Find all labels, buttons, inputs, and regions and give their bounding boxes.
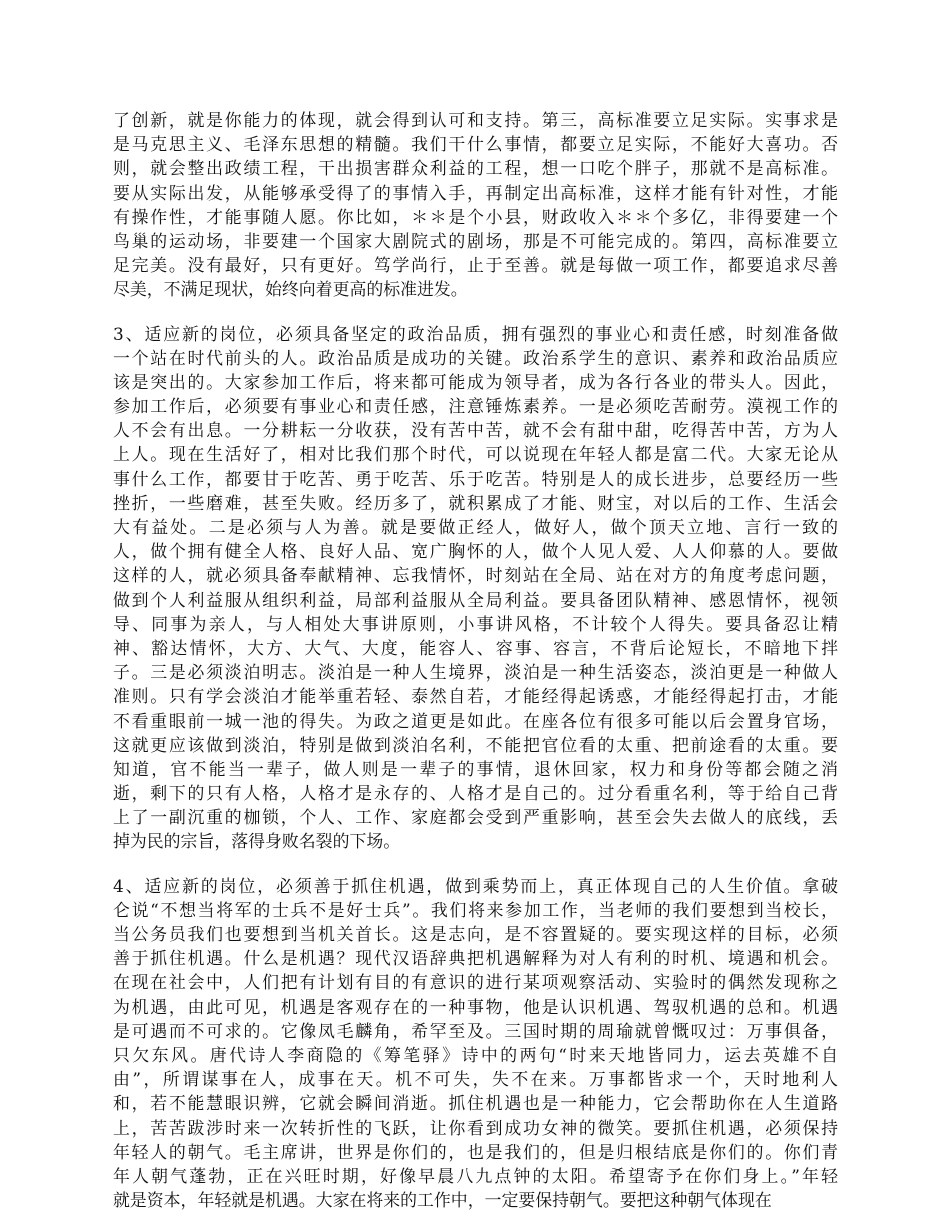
text-line: 逝，剩下的只有人格，人格才是永存的、人格才是自己的。过分看重名利，等于给自己背 [113,783,838,804]
text-line: 子。三是必须淡泊明志。淡泊是一种人生境界，淡泊是一种生活姿态，淡泊更是一种做人 [113,662,838,683]
text-line: 则，就会整出政绩工程，干出损害群众利益的工程，想一口吃个胖子，那就不是高标准。 [113,158,838,179]
text-line: 这就更应该做到淡泊，特别是做到淡泊名利，不能把官位看的太重、把前途看的太重。要 [113,734,838,755]
text-line: 掉为民的宗旨，落得身败名裂的下场。 [113,831,401,852]
text-line: 挫折，一些磨难，甚至失败。经历多了，就积累成了才能、财宝，对以后的工作、生活会 [113,492,838,513]
paragraph-political-quality [113,322,838,854]
text-line: 为机遇，由此可见，机遇是客观存在的一种事物，他是认识机遇、驾驭机遇的总和。机遇 [113,996,838,1017]
text-line: 导、同事为亲人，与人相处大事讲原则，小事讲风格，不计较个人得失。要具备忍让精 [113,613,838,634]
text-line: 就是资本，年轻就是机遇。大家在将来的工作中，一定要保持朝气。要把这种朝气体现在 [113,1190,772,1211]
text-line: 4、适应新的岗位，必须善于抓住机遇，做到乘势而上，真正体现自己的人生价值。拿破 [113,875,838,896]
text-line: 事什么工作，都要甘于吃苦、勇于吃苦、乐于吃苦。特别是人的成长进步，总要经历一些 [113,468,838,489]
text-line: 大有益处。二是必须与人为善。就是要做正经人，做好人，做个顶天立地、言行一致的 [113,517,838,537]
text-line: 足完美。没有最好，只有更好。笃学尚行，止于至善。就是每做一项工作，都要追求尽善 [113,255,838,276]
text-line: 做到个人利益服从组织利益，局部利益服从全局利益。要具备团队精神、感恩情怀，视领 [113,589,838,610]
text-line: 和，若不能慧眼识辨，它就会瞬间消逝。抓住机遇也是一种能力，它会帮助你在人生道路 [113,1093,838,1114]
text-line: 上了一副沉重的枷锁，个人、工作、家庭都会受到严重影响，甚至会失去做人的底线，丢 [113,807,838,828]
text-line: 人不会有出息。一分耕耘一分收获，没有苦中苦，就不会有甜中甜，吃得苦中苦，方为人 [113,420,838,441]
text-line: 在现在社会中，人们把有计划有目的有意识的进行某项观察活动、实验时的偶然发现称之 [113,972,838,993]
text-line: 准则。只有学会淡泊才能举重若轻、泰然自若，才能经得起诱惑，才能经得起打击，才能 [113,686,838,707]
document-page [113,108,838,1232]
text-line: 善于抓住机遇。什么是机遇？现代汉语辞典把机遇解释为对人有利的时机、境遇和机会。 [113,948,838,969]
text-line: 有操作性，才能事随人愿。你比如，＊＊是个小县，财政收入＊＊个多亿，非得要建一个 [113,206,838,227]
text-line: 该是突出的。大家参加工作后，将来都可能成为领导者，成为各行各业的带头人。因此， [113,371,838,392]
text-line: 年轻人的朝气。毛主席讲，世界是你们的，也是我们的，但是归根结底是你们的。你们青 [113,1141,838,1162]
text-line: 了创新，就是你能力的体现，就会得到认可和支持。第三，高标准要立足实际。实事求是 [113,110,838,130]
text-line: 尽美，不满足现状，始终向着更高的标准进发。 [113,279,468,300]
text-line: 当公务员我们也要想到当机关首长。这是志向，是不容置疑的。要实现这样的目标，必须 [113,924,838,944]
text-line: 参加工作后，必须要有事业心和责任感，注意锤炼素养。一是必须吃苦耐劳。漠视工作的 [113,396,838,417]
text-line: 要从实际出发，从能够承受得了的事情入手，再制定出高标准，这样才能有针对性，才能 [113,182,838,203]
text-line: 鸟巢的运动场，非要建一个国家大剧院式的剧场，那是不可能完成的。第四，高标准要立 [113,230,838,251]
text-line: 上人。现在生活好了，相对比我们那个时代，可以说现在年轻人都是富二代。大家无论从 [113,444,838,465]
text-line: 神、豁达情怀，大方、大气、大度，能容人、容事、容言，不背后论短长，不暗地下拌 [113,637,838,658]
paragraph-standards [113,108,838,302]
paragraph-opportunity [113,874,838,1213]
text-line: 3、适应新的岗位，必须具备坚定的政治品质，拥有强烈的事业心和责任感，时刻准备做 [113,323,838,344]
text-line: 仑说“不想当将军的士兵不是好士兵”。我们将来参加工作，当老师的我们要想到当校长， [113,899,838,920]
text-line: 一个站在时代前头的人。政治品质是成功的关键。政治系学生的意识、素养和政治品质应 [113,347,838,368]
text-line: 这样的人，就必须具备奉献精神、忘我情怀，时刻站在全局、站在对方的角度考虑问题， [113,565,838,586]
text-line: 人，做个拥有健全人格、良好人品、宽广胸怀的人，做个人见人爱、人人仰慕的人。要做 [113,541,838,562]
text-line: 是可遇而不可求的。它像凤毛麟角，希罕至及。三国时期的周瑜就曾慨叹过：万事俱备， [113,1020,838,1041]
text-line: 不看重眼前一城一池的得失。为政之道更是如此。在座各位有很多可能以后会置身官场， [113,710,838,731]
text-line: 知道，官不能当一辈子，做人则是一辈子的事情，退休回家，权力和身份等都会随之消 [113,758,838,779]
text-line: 年人朝气蓬勃，正在兴旺时期，好像早晨八九点钟的太阳。希望寄予在你们身上。”年轻 [113,1165,838,1186]
text-line: 由”，所谓谋事在人，成事在天。机不可失，失不在来。万事都皆求一个，天时地利人 [113,1069,838,1090]
text-line: 是马克思主义、毛泽东思想的精髓。我们干什么事情，都要立足实际，不能好大喜功。否 [113,134,838,155]
text-line: 上，苦苦跋涉时来一次转折性的飞跃，让你看到成功女神的微笑。要抓住机遇，必须保持 [113,1117,838,1138]
text-line: 只欠东风。唐代诗人李商隐的《筹笔驿》诗中的两句“时来天地皆同力，运去英雄不自 [113,1044,838,1065]
